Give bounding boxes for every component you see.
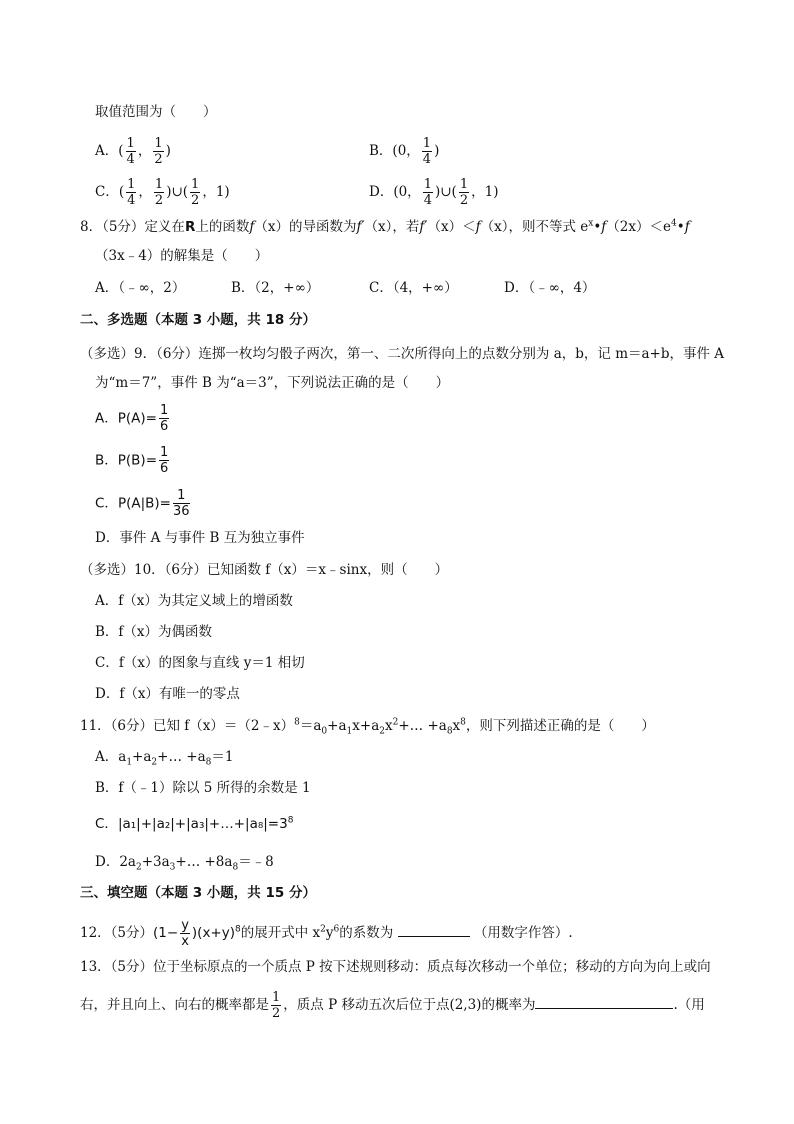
- stem-text: ，则下列描述正确的是（ ）: [465, 718, 655, 734]
- fraction: [459, 177, 469, 208]
- probability-expr: P(B)=: [117, 452, 158, 469]
- numerator: 1: [127, 177, 136, 192]
- stem-text: （x）的导函数为: [254, 219, 357, 235]
- subscript: 8: [232, 862, 239, 873]
- superscript: 8: [235, 924, 241, 935]
- q13-stem-line1: 13．（5分）位于坐标原点的一个质点 P 按下述规则移动：质点每次移动一个单位；移动的方向为向上或向: [80, 959, 711, 975]
- stem-text: ＝a: [299, 718, 322, 734]
- paren: ): [165, 143, 171, 159]
- stem-text: 右，并且向上、向右的概率都是: [80, 997, 269, 1013]
- option-text: ，1): [471, 184, 499, 200]
- denominator: 4: [422, 152, 432, 167]
- separator: ，: [138, 184, 152, 200]
- option-text: +3a: [141, 854, 170, 870]
- q10-option-c: C．f（x）的图象与直线 y＝1 相切: [95, 655, 305, 671]
- denominator: 2: [154, 152, 163, 167]
- denominator: 4: [423, 193, 432, 208]
- function-symbol: f: [475, 219, 481, 235]
- derivative-symbol: f′: [419, 219, 428, 235]
- paren: ): [434, 143, 440, 159]
- numerator: 1: [160, 445, 169, 460]
- superscript: 6: [333, 924, 340, 935]
- numerator: 1: [272, 990, 281, 1005]
- numerator: 1: [422, 136, 432, 151]
- q7-option-c: [95, 177, 230, 208]
- stem-text: x+a: [352, 718, 380, 734]
- q10-option-a: A．f（x）为其定义域上的增函数: [95, 593, 293, 609]
- fraction: [159, 445, 169, 476]
- fraction: [126, 177, 136, 208]
- numerator: 1: [459, 177, 469, 192]
- q9-option-d: D．事件 A 与事件 B 互为独立事件: [95, 530, 305, 546]
- paren: (: [118, 184, 125, 200]
- stem-text: 11．（6分）已知 f（x）＝（2﹣x）: [80, 718, 295, 734]
- stem-text: 12．（5分）: [80, 925, 154, 941]
- q11-stem: [80, 717, 655, 735]
- numerator: 1: [159, 403, 169, 418]
- numerator: 1: [154, 136, 163, 151]
- union-symbol: )∪(: [434, 184, 457, 200]
- q8-stem-line1: [80, 218, 690, 236]
- q10-option-d: D．f（x）有唯一的零点: [95, 686, 240, 702]
- option-label: C．: [95, 495, 118, 512]
- stem-text: 的系数为: [339, 925, 394, 941]
- subscript: 3: [169, 862, 176, 873]
- q13-stem-line2: [80, 990, 705, 1021]
- fraction: [159, 403, 169, 434]
- superscript: 4: [671, 218, 677, 229]
- stem-text: +… +a: [398, 718, 447, 734]
- option-label: C．: [95, 816, 118, 832]
- subscript: 8: [205, 757, 212, 768]
- superscript: x: [588, 218, 594, 229]
- superscript: 8: [287, 815, 294, 826]
- section-2-heading: 二、多选题（本题 3 小题，共 18 分）: [80, 312, 316, 328]
- superscript: 8: [460, 717, 466, 728]
- option-text: A．a: [95, 749, 127, 765]
- q8-stem-line2: （3x﹣4）的解集是（ ）: [95, 248, 269, 264]
- stem-text: 上的函数: [195, 219, 250, 235]
- stem-text: 8．（5分）定义在: [80, 219, 185, 235]
- q8-option-d: D．（﹣∞，4）: [504, 280, 596, 296]
- stem-text: （x），若: [364, 219, 420, 235]
- function-symbol: f: [601, 219, 607, 235]
- superscript: 2: [320, 924, 326, 935]
- q7-option-b: [369, 136, 439, 167]
- option-label: A．: [95, 410, 118, 427]
- stem-text: （2x）＜e: [606, 219, 671, 235]
- fraction: [190, 177, 200, 208]
- separator: ，: [137, 143, 152, 159]
- stem-text: y: [325, 925, 334, 941]
- option-label: A．: [95, 143, 119, 159]
- denominator: x: [181, 934, 189, 949]
- q9-stem-line2: 为“m＝7”，事件 B 为“a＝3”，下列说法正确的是（ ）: [95, 375, 450, 391]
- q8-option-c: C．（4，+∞）: [369, 280, 458, 296]
- fraction: [180, 918, 190, 949]
- superscript: 2: [392, 717, 399, 728]
- dot-symbol: •: [676, 219, 685, 235]
- option-text: (0，: [393, 184, 421, 200]
- denominator: 6: [160, 461, 169, 476]
- option-label: C．: [95, 184, 119, 200]
- union-symbol: )∪(: [166, 184, 189, 200]
- stem-text: 的展开式中 x: [240, 925, 321, 941]
- stem-text: （x），则不等式 e: [480, 219, 589, 235]
- option-text: +a: [132, 749, 152, 765]
- derivative-symbol: f′: [356, 219, 365, 235]
- q7-option-a: [95, 136, 171, 167]
- option-text: (0，: [392, 143, 420, 159]
- q11-option-b: B．f（﹣1）除以 5 所得的余数是 1: [95, 780, 311, 796]
- option-text: ，1): [202, 184, 230, 200]
- function-symbol: f: [684, 219, 690, 235]
- fraction: [271, 990, 281, 1021]
- denominator: 2: [154, 193, 164, 208]
- denominator: 2: [459, 193, 469, 208]
- q8-option-b: B．（2，+∞）: [231, 280, 320, 296]
- numerator: 1: [173, 488, 190, 504]
- q10-stem: （多选）10．（6分）已知函数 f（x）＝x﹣sinx，则（ ）: [80, 562, 449, 578]
- q7-option-d: [369, 177, 498, 208]
- q11-option-d: [95, 853, 274, 871]
- fraction: [154, 177, 164, 208]
- denominator: 4: [126, 152, 135, 167]
- option-text: +… +a: [157, 749, 206, 765]
- fraction: [126, 136, 136, 167]
- stem-text: ，质点 P 移动五次后位于点(2,3)的概率为: [283, 997, 536, 1013]
- q9-stem-line1: （多选）9．（6分）连掷一枚均匀骰子两次，第一、二次所得向上的点数分别为 a，b，记 m＝a+b，事件 A: [80, 346, 725, 362]
- option-text: D．2a: [95, 854, 136, 870]
- fraction: [423, 177, 433, 208]
- subscript: 0: [321, 726, 328, 737]
- stem-text: x: [384, 718, 393, 734]
- denominator: 4: [127, 193, 136, 208]
- numerator: 1: [191, 177, 200, 192]
- numerator: 1: [423, 177, 432, 192]
- subscript: 1: [346, 726, 353, 737]
- numerator: 1: [126, 136, 135, 151]
- denominator: 2: [272, 1006, 281, 1021]
- q11-option-c: [95, 815, 293, 833]
- q10-option-b: B．f（x）为偶函数: [95, 624, 213, 640]
- answer-blank[interactable]: [398, 936, 470, 937]
- stem-text: .（用: [673, 997, 705, 1013]
- q7-continuation: 取值范围为（ ）: [95, 104, 217, 120]
- denominator: 6: [159, 419, 169, 434]
- probability-expr: P(A|B)=: [117, 495, 171, 512]
- option-text: +… +8a: [175, 854, 233, 870]
- option-text: ＝1: [211, 749, 234, 765]
- denominator: 36: [172, 504, 190, 519]
- probability-expr: P(A)=: [117, 410, 157, 427]
- fraction: [422, 136, 432, 167]
- fraction: [173, 488, 190, 519]
- subscript: 2: [151, 757, 158, 768]
- option-text: ＝﹣8: [238, 854, 274, 870]
- q9-option-b: [95, 445, 171, 476]
- subscript: 2: [379, 726, 385, 737]
- option-label: B．: [369, 143, 393, 159]
- subscript: 8: [446, 726, 453, 737]
- subscript: 1: [126, 757, 133, 768]
- option-label: D．: [369, 184, 394, 200]
- numerator: y: [181, 918, 189, 933]
- answer-blank[interactable]: [535, 1008, 673, 1009]
- q8-option-a: A．（﹣∞，2）: [95, 280, 186, 296]
- dot-symbol: •: [593, 219, 602, 235]
- q9-option-c: [95, 488, 192, 519]
- q12-stem: [80, 918, 573, 949]
- stem-text: +a: [327, 718, 347, 734]
- expr-text: )(x+y): [191, 925, 235, 941]
- q11-option-a: [95, 748, 233, 766]
- paren: (: [118, 143, 124, 159]
- option-label: B．: [95, 452, 118, 469]
- expr-text: (1−: [153, 925, 179, 941]
- stem-text: （x）＜: [427, 219, 476, 235]
- numerator: 1: [154, 177, 164, 192]
- superscript: 8: [294, 717, 300, 728]
- function-symbol: f: [249, 219, 255, 235]
- stem-text: （用数字作答）.: [473, 925, 573, 941]
- q9-option-a: [95, 403, 171, 434]
- abs-sum-expr: |a₁|+|a₂|+|a₃|+…+|a₈|=3: [117, 816, 288, 832]
- real-set-symbol: R: [184, 219, 196, 235]
- fraction: [153, 136, 163, 167]
- subscript: 2: [135, 862, 142, 873]
- denominator: 2: [191, 193, 200, 208]
- stem-text: x: [452, 718, 461, 734]
- section-3-heading: 三、填空题（本题 3 小题，共 15 分）: [80, 885, 316, 901]
